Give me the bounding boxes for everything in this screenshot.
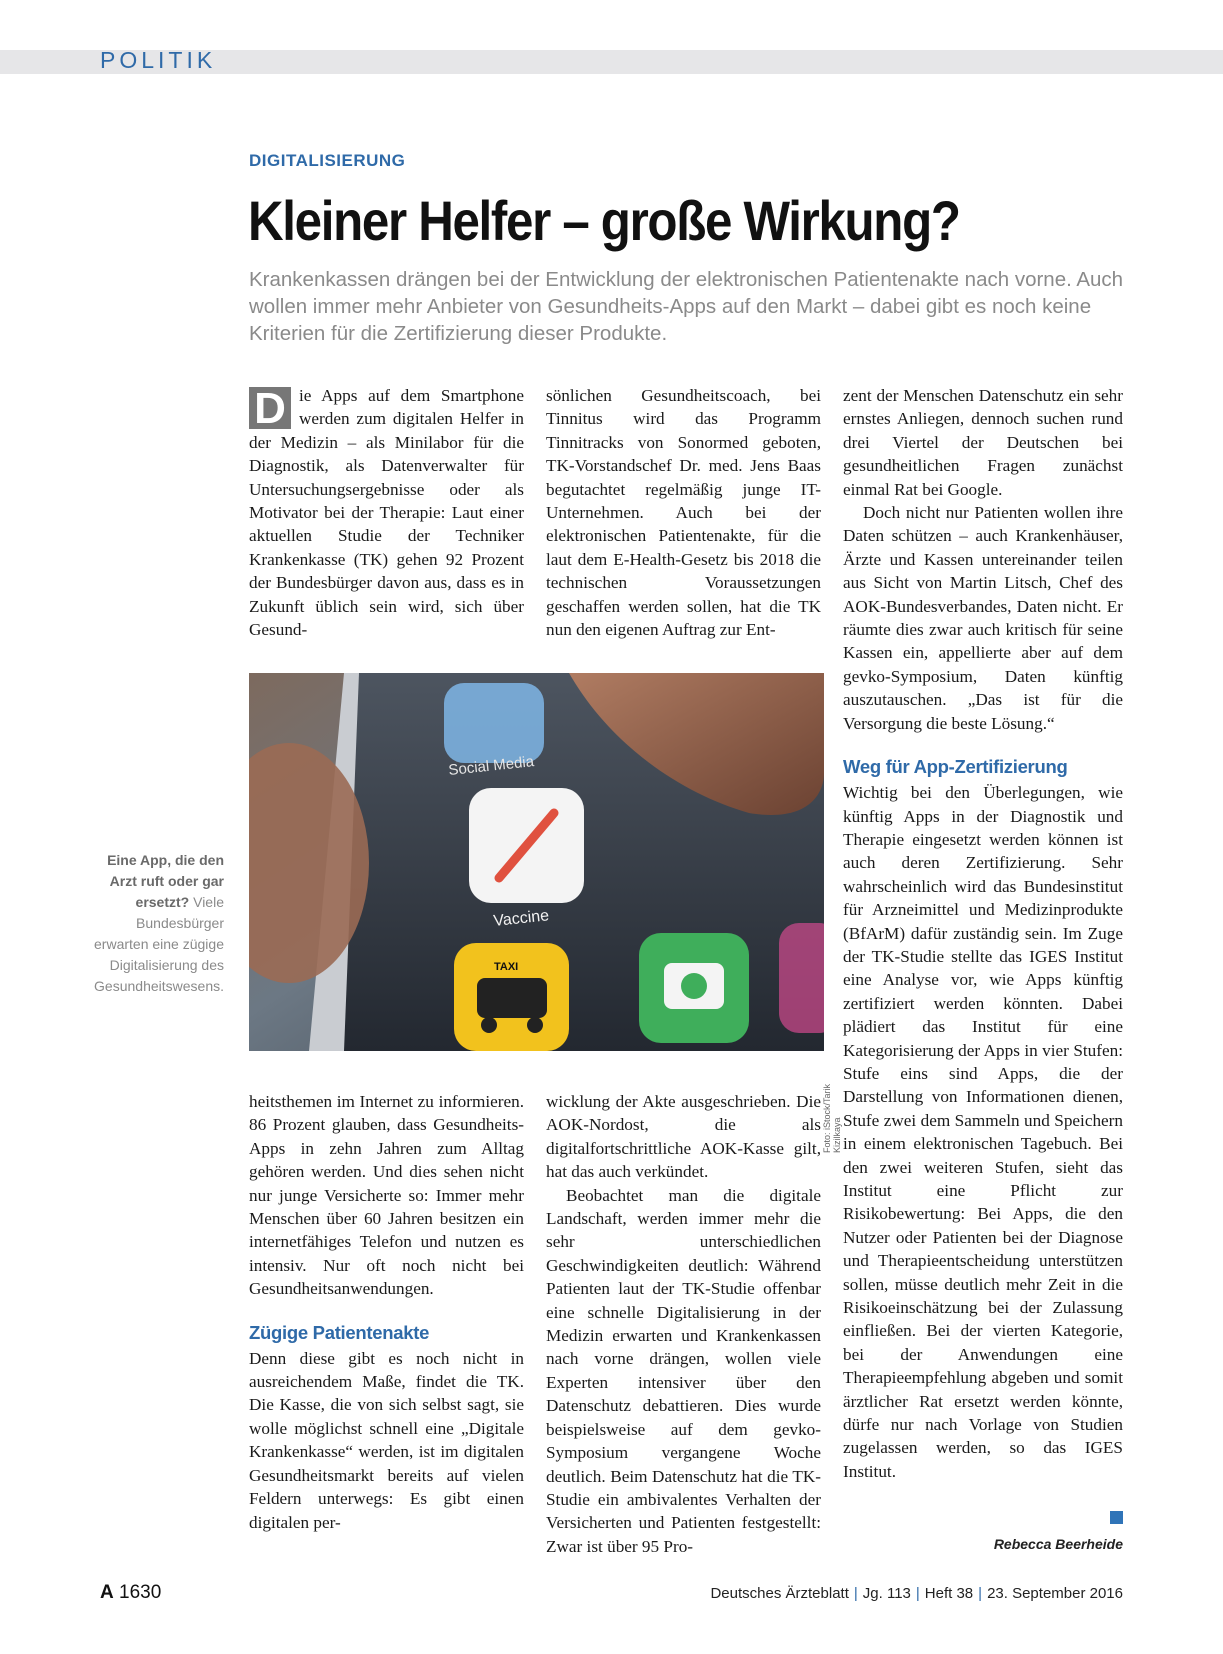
page-number [100, 1582, 161, 1604]
photo-caption [86, 850, 224, 997]
deck: Krankenkassen drängen bei der Entwicklung der elektronischen Patientenakte nach vorne. Auch wollen immer mehr Anbieter von Gesundheits-Apps auf den Markt – dabei gibt es noch keine Kriterien für die Zertifizierung dieser Produkte. [249, 268, 1124, 345]
photo-credit: Foto: iStock/Tarik Kizilkaya [822, 1083, 842, 1153]
app-label-taxi: TAXI [494, 961, 519, 973]
column-3 [843, 384, 1123, 1483]
volume: Jg. 113 [862, 1585, 911, 1602]
subheading: Weg für App-Zertifizierung [843, 756, 1068, 778]
author: Rebecca Beerheide [993, 1536, 1123, 1552]
article-photo [249, 673, 824, 1051]
column-1-bottom [249, 1090, 524, 1534]
caption-lead: Eine App, die den Arzt ruft oder gar ersetzt? [107, 852, 224, 910]
app-label-vaccine: Vaccine [492, 907, 550, 930]
body-text: sönlichen Gesundheitscoach, bei Tinnitus wird das Programm Tinnitracks von Sonormed geboten, TK-Vorstandschef Dr. med. Jens Baas begutachtet regelmäßig junge IT-Unternehmen. Auch bei der elektronischen Patientenakte, für die laut dem E-Health-Gesetz bis 2018 die technischen Voraussetzungen geschaffen werden sollen, hat die TK nun den eigenen Auftrag zur Ent- [546, 386, 821, 640]
column-1-top [249, 384, 524, 641]
body-text: ie Apps auf dem Smartphone werden zum digitalen Helfer in der Medizin – als Minilabor für die Diagnostik, als Datenverwalter für Untersuchungsergebnisse oder als Motivator bei der Therapie: Laut einer aktuellen Studie der Techniker Krankenkasse (TK) gehen 92 Prozent der Bundesbürger davon aus, dass es in Zukunft üblich sein wird, sich über Gesund- [249, 386, 524, 640]
headline: Kleiner Helfer – große Wirkung? [248, 189, 960, 252]
app-label-social-media: Social Media [447, 753, 535, 779]
column-2-top [546, 384, 821, 641]
body-text: Wichtig bei den Überlegungen, wie künftig Apps in der Diagnostik und Therapie eingesetzt werden können ist auch deren Zertifizierung. Sehr wahrscheinlich wird das Bundesinstitut für Arzneimittel und Medizinprodukte (BfArM) dafür zuständig sein. Im Zuge der TK-Studie stellte das IGES Institut eine Analyse vor, wie Apps künftig zertifiziert werden könnten. Dabei plädiert das Institut für eine Kategorisierung der Apps in vier Stufen: Stufe eins sind Apps, die der Darstellung von Informationen dienen, Stufe zwei dem Sammeln und Speichern in einem elektronischen Tagebuch. Bei den zwei weiteren Stufen, sieht das Institut eine Pflicht zur Risikobewertung: Bei Apps, die den Nutzer oder Patienten bei der Diagnose und Therapieentscheidung unterstützen sollen, müsse deutlich mehr Zeit in die Risikoeinschätzung bei der Zulassung einfließen. Bei der vierten Kategorie, bei der Anwendungen eine Therapieempfehlung abgeben und somit ärztlicher Rat ersetzt werden könnte, dürfe nur nach Vorlage von Studien zugelassen werden, so das IGES Institut. [843, 783, 1123, 1481]
kicker: DIGITALISIERUNG [249, 151, 406, 170]
body-text: Beobachtet man die digitale Landschaft, werden immer mehr die sehr unterschiedlichen Geschwindigkeiten deutlich: Während Patienten laut der TK-Studie offenbar eine schnelle Digitalisierung in der Medizin erwarten und Krankenkassen nach vorne drängen, wollen viele Experten intensiver über den Datenschutz debattieren. Dies wurde beispielsweise auf dem gevko-Symposium vergangene Woche deutlich. Beim Datenschutz hat die TK-Studie ein ambivalentes Verhalten der Versicherten und Patienten festgestellt: Zwar ist über 95 Pro- [546, 1185, 821, 1556]
column-2-bottom [546, 1090, 821, 1558]
body-text: zent der Menschen Datenschutz ein sehr ernstes Anliegen, dennoch suchen rund drei Viertel der Deutschen bei gesundheitlichen Fragen zunächst einmal Rat bei Google. [843, 386, 1123, 499]
subheading: Zügige Patientenakte [249, 1321, 430, 1343]
section-label: POLITIK [100, 47, 217, 73]
caption-text: Viele Bundesbürger erwarten eine zügige Digitalisierung des Gesundheitswesens. [94, 894, 224, 994]
smartphone-photo [249, 673, 824, 1051]
drop-cap: D [249, 387, 291, 429]
page-number-value: 1630 [119, 1582, 162, 1603]
journal-name: Deutsches Ärzteblatt [710, 1585, 849, 1602]
date: 23. September 2016 [987, 1585, 1123, 1602]
body-text: wicklung der Akte ausgeschrieben. Die AOK-Nordost, die als digitalfortschrittliche AOK-Kasse gilt, hat das auch verkündet. [546, 1092, 821, 1182]
footer-info: Deutsches Ärzteblatt | Jg. 113 | Heft 38 | 23. September 2016 [710, 1585, 1123, 1602]
issue: Heft 38 [924, 1585, 974, 1602]
body-text: Denn diese gibt es noch nicht in ausreichendem Maße, findet die TK. Die Kasse, die von sich selbst sagt, sie wolle möglichst schnell eine „Digitale Krankenkasse“ werden, ist im digitalen Gesundheitsmarkt bereits auf vielen Feldern unterwegs: Es gibt einen digitalen per- [249, 1348, 524, 1532]
page-prefix: A [100, 1582, 114, 1603]
end-mark [1110, 1511, 1123, 1524]
body-text: heitsthemen im Internet zu informieren. 86 Prozent glauben, dass Gesundheits-Apps in zehn Jahren zum Alltag gehören werden. Und dies sehen nicht nur junge Versicherte so: Immer mehr Menschen über 60 Jahren besitzen ein internetfähiges Telefon und nutzen es intensiv. Nur oft noch nicht bei Gesundheitsanwendungen. [249, 1092, 524, 1299]
body-text: Doch nicht nur Patienten wollen ihre Daten schützen – auch Krankenhäuser, Ärzte und Kassen untereinander teilen aus Sicht von Martin Litsch, Chef des AOK-Bundesverbandes, Daten nicht. Er räumte dies zwar auch kritisch für seine Kassen ein, appellierte aber auf dem gevko-Symposium, Daten künftig auszutauschen. „Das ist für die Versorgung die beste Lösung.“ [843, 503, 1123, 733]
